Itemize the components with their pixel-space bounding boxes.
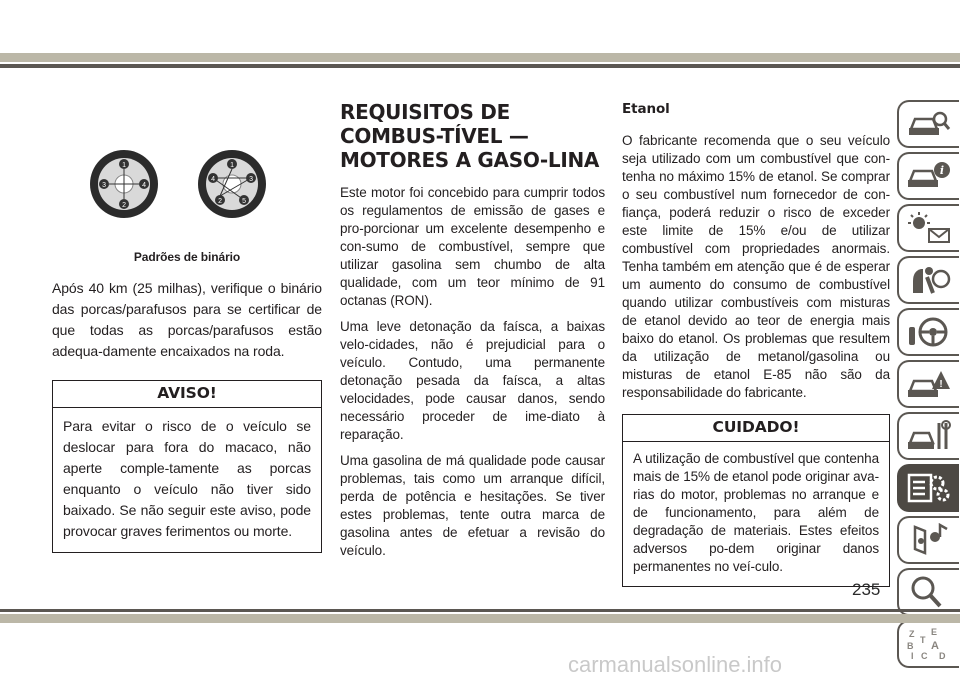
ethanol-heading: Etanol — [622, 101, 670, 117]
wheel2-lug-3: 3 — [249, 176, 253, 183]
ethanol-paragraph: O fabricante recomenda que o seu veículo seja utilizado com um combustível que con-tenha no máximo 15% de etanol. Se comprar o seu combustível num fornecedor de con-fiança, poderá reduzir o risco de exceder este limite de 15% e/ou de utilizar combustível com propriedades anormais. Tenha também em atenção que é de esperar um aumento do consumo de combustível quando utilizar combustíveis com misturas de etanol devido ao teor de energia mais baixo do etanol. Os problemas que resultem da utilização de metanol/gasolina ou misturas de etanol E-85 não são da responsabilidade do fabricante. — [622, 133, 890, 400]
bottom-band-light-stripe — [0, 614, 960, 623]
wheel2-lug-5: 5 — [242, 198, 246, 205]
svg-text:!: ! — [939, 379, 943, 390]
warning-title: AVISO! — [53, 381, 321, 408]
chapter-tabs — [897, 100, 960, 672]
svg-text:B: B — [907, 641, 914, 651]
car-search-icon — [907, 107, 951, 141]
detonation-paragraph: Uma leve detonação da faísca, a baixas velo-cidades, não é prejudicial para o veículo. Contudo, uma permanente detonação pesada da faísca, a altas velocidades, pode causar danos, sendo necessário proceder de ime-diato à reparação. — [340, 319, 605, 442]
tab-multimedia[interactable] — [897, 516, 959, 564]
caution-title: CUIDADO! — [623, 415, 889, 442]
left-column — [52, 136, 322, 553]
right-column — [622, 100, 890, 587]
tab-car-info[interactable] — [897, 152, 959, 200]
warning-box — [52, 380, 322, 553]
hazard-car-icon — [907, 367, 951, 401]
tab-safety[interactable] — [897, 256, 959, 304]
svg-text:E: E — [931, 627, 938, 637]
svg-text:A: A — [931, 640, 939, 652]
top-decorative-band — [0, 0, 960, 76]
caution-text: A utilização de combustível que contenha mais de 15% de etanol pode originar ava-rias do motor, problemas no arranque e de funcionamento, para além de degradação de materiais. Estes efeitos adversos po-dem originar danos permanentes no veí-culo. — [633, 451, 879, 574]
search-magnifier-icon — [907, 575, 951, 609]
bottom-band-dark-stripe — [0, 609, 960, 612]
wheel2-lug-4: 4 — [211, 176, 215, 183]
engine-paragraph: Este motor foi concebido para cumprir todos os regulamentos de emissão de gases e pro-porcionar um excelente desempenho e con-sumo de combustível, sempre que utilizar gasolina sem chumbo de alta qualidade, com um teor mínimo de 91 octanas (RON). — [340, 185, 605, 308]
torque-check-paragraph: Após 40 km (25 milhas), verifique o binário das porcas/parafusos para se certificar de que todas as porcas/parafusos estão adequa-damente encaixados na roda. — [52, 280, 322, 359]
warning-light-message-icon — [907, 211, 951, 245]
fuel-requirements-heading: REQUISITOS DE COMBUS-TÍVEL — MOTORES A GASO-LINA — [340, 100, 600, 172]
tab-starting-operating[interactable] — [897, 308, 959, 356]
wheel1-lug-3: 3 — [102, 182, 106, 189]
figure-caption: Padrões de binário — [133, 250, 241, 264]
svg-text:i: i — [939, 164, 945, 177]
seat-airbag-icon — [907, 263, 951, 297]
wheel-diagrams-image — [52, 136, 322, 246]
wheel2-lug-2: 2 — [218, 198, 222, 205]
wheel1-lug-2: 2 — [122, 202, 126, 209]
svg-text:T: T — [920, 635, 926, 645]
svg-text:I: I — [911, 651, 914, 661]
svg-text:D: D — [939, 651, 946, 661]
top-band-dark-stripe — [0, 64, 960, 68]
tab-car-search[interactable] — [897, 100, 959, 148]
page-number: 235 — [852, 580, 881, 599]
tab-servicing[interactable] — [897, 412, 959, 460]
multimedia-icon — [907, 523, 951, 557]
wheel2-lug-1: 1 — [230, 162, 234, 169]
car-tools-icon — [907, 419, 951, 453]
alphabet-index-icon — [907, 627, 951, 661]
wheel1-lug-1: 1 — [122, 162, 126, 169]
poor-fuel-paragraph: Uma gasolina de má qualidade pode causar problemas, tais como um arranque difícil, perda de potência e hesitações. Se tiver estes problemas, tente outra marca de gasolina antes de efetuar a revisão do veículo. — [340, 453, 605, 558]
middle-column — [340, 100, 605, 568]
svg-text:C: C — [921, 651, 928, 661]
tab-emergency[interactable] — [897, 360, 959, 408]
tab-specifications[interactable] — [897, 464, 959, 512]
car-info-icon — [907, 159, 951, 193]
tab-index[interactable] — [897, 620, 959, 668]
wheel-4-lug-diagram — [90, 150, 158, 218]
top-band-light-stripe — [0, 53, 960, 62]
caution-box — [622, 414, 890, 587]
steering-wheel-icon — [907, 315, 951, 349]
svg-text:Z: Z — [909, 629, 915, 639]
wheel-5-lug-diagram — [198, 150, 266, 218]
watermark-text: carmanualsonline.info — [568, 652, 783, 677]
specifications-gears-icon — [907, 471, 951, 505]
torque-pattern-figure — [52, 136, 322, 246]
wheel1-lug-4: 4 — [142, 182, 146, 189]
warning-text: Para evitar o risco de o veículo se deslocar para fora do macaco, não aperte comple-tamente as porcas enquanto o veículo não tiver sido baixado. Se não seguir este aviso, pode provocar graves ferimentos ou morte. — [63, 418, 311, 539]
tab-warning-lights[interactable] — [897, 204, 959, 252]
